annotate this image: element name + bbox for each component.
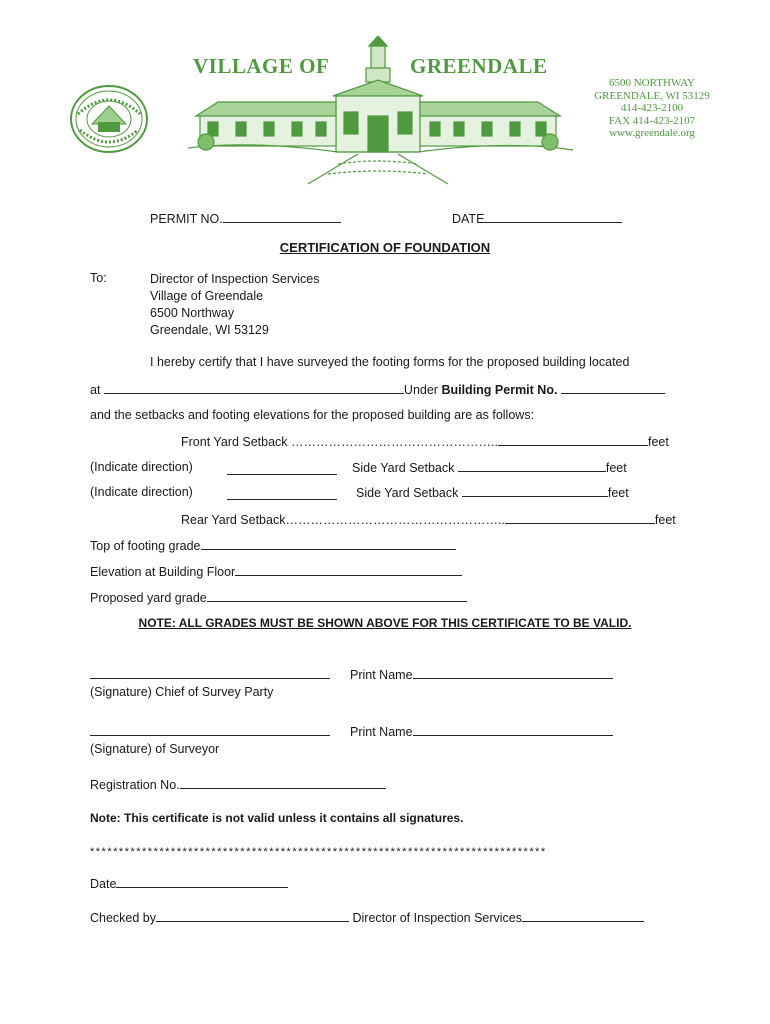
front-setback-field[interactable] xyxy=(498,434,648,446)
print-name-row xyxy=(350,724,613,739)
indicate-direction-label: (Indicate direction) xyxy=(90,485,193,499)
checked-by-field[interactable] xyxy=(156,910,349,922)
feet-label: feet xyxy=(647,435,669,449)
setbacks-text: and the setbacks and footing elevations for the proposed building are as follows: xyxy=(90,408,535,422)
note-signatures: Note: This certificate is not valid unless it contains all signatures. xyxy=(90,811,464,825)
rear-setback-field[interactable] xyxy=(505,512,655,524)
print-name-field[interactable] xyxy=(413,724,613,736)
to-line: Director of Inspection Services xyxy=(150,272,320,286)
to-label: To: xyxy=(90,271,107,285)
feet-label: feet xyxy=(607,486,629,500)
building-permit-label: Building Permit No. xyxy=(441,383,558,397)
address-line: 414-423-2100 xyxy=(620,102,684,114)
director-label: Director of Inspection Services xyxy=(349,911,523,925)
print-name-row xyxy=(350,667,613,682)
registration-row xyxy=(90,777,386,792)
side-setback-label: Side Yard Setback xyxy=(356,486,459,500)
elevation-row xyxy=(90,564,462,579)
director-field[interactable] xyxy=(522,910,644,922)
village-hall-illustration xyxy=(188,36,573,186)
top-footing-field[interactable] xyxy=(201,538,456,550)
location-field[interactable] xyxy=(104,382,404,394)
surveyor-signature-field[interactable] xyxy=(90,724,330,736)
to-line: Village of Greendale xyxy=(150,289,264,303)
side-setback-field[interactable] xyxy=(458,460,606,472)
side-setback-field[interactable] xyxy=(462,485,608,497)
date-row xyxy=(452,211,622,226)
greendale-title: GREENDALE xyxy=(410,54,548,78)
at-label: at xyxy=(90,383,101,397)
proposed-grade-field[interactable] xyxy=(207,590,467,602)
office-date-field[interactable] xyxy=(116,876,288,888)
date-label: DATE xyxy=(452,212,485,226)
office-date-row xyxy=(90,876,288,891)
certify-text: I hereby certify that I have surveyed the footing forms for the proposed building located xyxy=(150,355,630,369)
feet-label: feet xyxy=(654,513,676,527)
registration-label: Registration No. xyxy=(90,778,180,792)
side-setback-row xyxy=(356,485,629,500)
side-setback-row xyxy=(352,460,627,475)
address-line: GREENDALE, WI 53129 xyxy=(594,89,710,102)
front-setback-row xyxy=(181,434,669,449)
date-field[interactable] xyxy=(484,211,622,223)
sig-surveyor-label: (Signature) of Surveyor xyxy=(90,742,220,756)
under-label: Under xyxy=(403,383,442,397)
to-address xyxy=(150,271,320,339)
proposed-grade-row xyxy=(90,590,467,605)
address-line: www.greendale.org xyxy=(609,127,695,139)
feet-label: feet xyxy=(605,461,627,475)
to-line: 6500 Northway xyxy=(150,306,235,320)
rear-setback-label: Rear Yard Setback…………………………………………….. xyxy=(181,513,505,527)
form-title: CERTIFICATION OF FOUNDATION xyxy=(279,240,491,255)
elevation-label: Elevation at Building Floor xyxy=(90,565,236,579)
to-line: Greendale, WI 53129 xyxy=(150,323,269,337)
direction-field[interactable] xyxy=(227,488,337,500)
village-seal xyxy=(68,84,150,154)
village-of-title: VILLAGE OF xyxy=(193,54,330,78)
top-footing-row xyxy=(90,538,456,553)
checked-by-label: Checked by xyxy=(90,911,157,925)
print-name-label: Print Name xyxy=(350,725,413,739)
village-address xyxy=(586,77,718,140)
sig-chief-label: (Signature) Chief of Survey Party xyxy=(90,685,274,699)
front-setback-label: Front Yard Setback ………………………………………….. xyxy=(181,435,498,449)
building-permit-field[interactable] xyxy=(561,382,665,394)
permit-no-row xyxy=(150,211,341,226)
rear-setback-row xyxy=(181,512,676,527)
proposed-grade-label: Proposed yard grade xyxy=(90,591,207,605)
top-footing-label: Top of footing grade xyxy=(90,539,201,553)
indicate-direction-label: (Indicate direction) xyxy=(90,460,193,474)
print-name-field[interactable] xyxy=(413,667,613,679)
permit-no-field[interactable] xyxy=(223,211,341,223)
registration-field[interactable] xyxy=(180,777,386,789)
address-line: FAX 414-423-2107 xyxy=(608,114,696,127)
separator-line: ******************************************************************************* xyxy=(90,846,547,858)
side-setback-label: Side Yard Setback xyxy=(352,461,455,475)
print-name-label: Print Name xyxy=(350,668,413,682)
location-row xyxy=(90,382,665,397)
office-date-label: Date xyxy=(90,877,117,891)
checked-by-row xyxy=(90,910,644,925)
elevation-field[interactable] xyxy=(235,564,462,576)
address-line: 6500 NORTHWAY xyxy=(608,77,696,89)
permit-no-label: PERMIT NO. xyxy=(150,212,223,226)
direction-field[interactable] xyxy=(227,463,337,475)
note-grades: NOTE: ALL GRADES MUST BE SHOWN ABOVE FOR THIS CERTIFICATE TO BE VALID. xyxy=(138,616,632,630)
chief-signature-field[interactable] xyxy=(90,667,330,679)
